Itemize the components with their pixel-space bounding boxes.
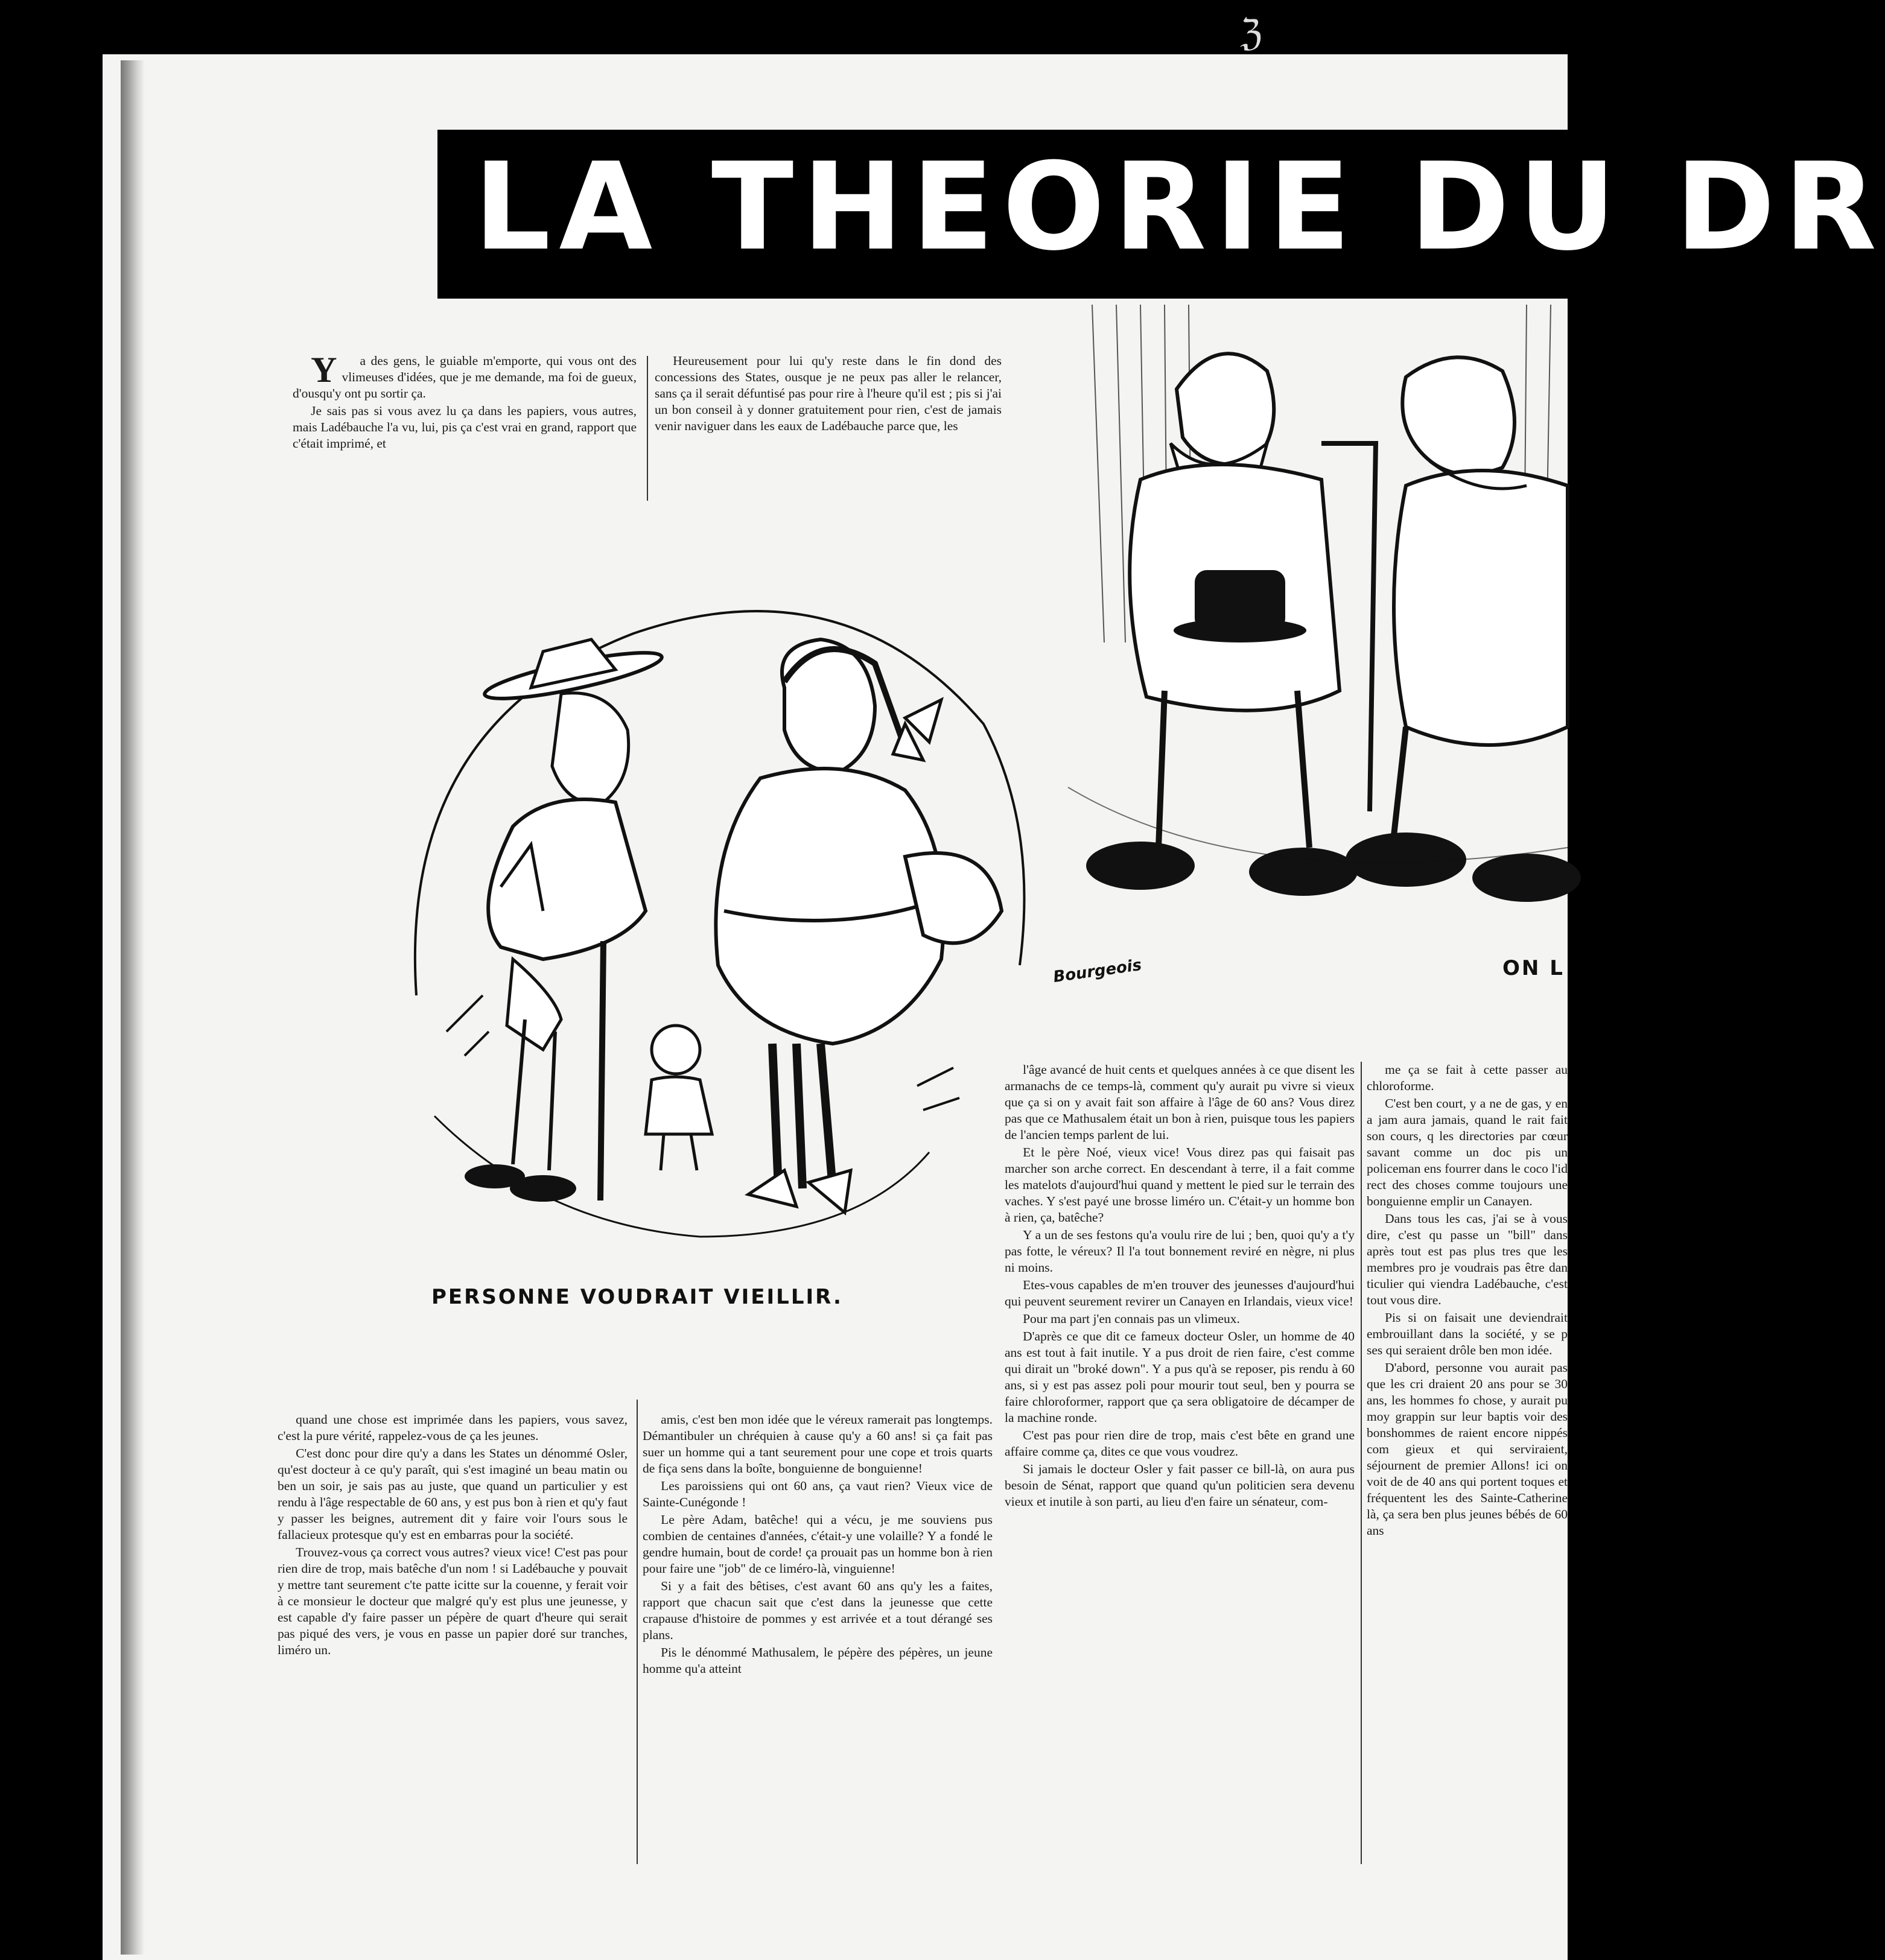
cartoon-two-old-men — [1068, 305, 1568, 944]
body-column-1 — [278, 1412, 628, 1660]
article-paragraph: Etes-vous capables de m'en trouver des jeunesses d'aujourd'hui qui peuvent seurement revirer un Canayen en Irlandais, vieux vice! — [1005, 1278, 1355, 1308]
article-paragraph: Pour ma part j'en connais pas un vlimeux. — [1023, 1311, 1240, 1326]
article-paragraph: Les paroissiens qui ont 60 ans, ça vaut rien? Vieux vice de Sainte-Cunégonde ! — [643, 1479, 993, 1509]
title-banner — [437, 130, 1885, 299]
column-rule — [1361, 1062, 1362, 1864]
article-paragraph: D'abord, personne vou aurait pas que les cri draient 20 ans pour se 30 ans, les hommes fo chose, y aurait pu moy grappin sur leur baptis voir des bonshommes de raient encore nippés com gieux et qui serviraient, séjournent de premier Allons! ici on voit de de 40 ans qui portent toques et fréquentent les des Sainte-Catherine là, ça sera ben plus jeunes bébés de 60 ans — [1367, 1360, 1568, 1538]
page-title: LA THEORIE DU DR — [474, 137, 1885, 278]
article-paragraph: D'après ce que dit ce fameux docteur Osler, un homme de 40 ans est tout à fait inutile. Y a pus droit de rien faire, c'est comme qui dirait un "broké down". Y a pus qu'à se reposer, pis rendu à 60 ans, si y est pas assez poli pour mourir tout seul, ben y pourra se faire chloroformer, rapport que ça sera obligatoire de décamper de la machine ronde. — [1005, 1329, 1355, 1425]
column-rule — [647, 356, 648, 501]
article-paragraph: Je sais pas si vous avez lu ça dans les papiers, vous autres, mais Ladébauche l'a vu, lui, pis ça c'est vrai en grand, rapport que c'était imprimé, et — [293, 404, 637, 451]
article-paragraph: Heureusement pour lui qu'y reste dans le fin dond des concessions des States, ousque je ne peux pas aller le relancer, sans ça il serait défuntisé pas pour rire à l'heure qu'il est ; pis si j'ai un bon conseil à y donner gratuitement pour rien, c'est de jamais venir naviguer dans les eaux de Ladébauche parce que, les — [655, 354, 1002, 433]
right-cartoon-caption: ON L — [1502, 956, 1565, 980]
column-rule — [637, 1400, 638, 1864]
article-paragraph: C'est ben court, y a ne de gas, y en a jam aura jamais, quand le rait fait son cours, q les directories par cœur savant comme un doc pis un policeman ens fourrer dans le coco l'id rect des choses comme toujours une bonguienne emplir un Canayen. — [1367, 1096, 1568, 1208]
body-column-2 — [643, 1412, 993, 1678]
cartoon-old-couple — [362, 573, 1050, 1285]
corner-ink-mark: ℨ — [1240, 12, 1262, 54]
article-paragraph: Pis si on faisait une deviendrait embrouillant dans la société, y se p ses qui seraient drôle ben mon idée. — [1367, 1310, 1568, 1357]
article-paragraph: quand une chose est imprimée dans les papiers, vous savez, c'est la pure vérité, rappelez-vous de ça les jeunes. — [278, 1412, 628, 1443]
artist-signature: Bourgeois — [1052, 956, 1143, 987]
left-cartoon-caption: PERSONNE VOUDRAIT VIEILLIR. — [431, 1285, 843, 1309]
article-paragraph: Y a un de ses festons qu'a voulu rire de lui ; ben, quoi qu'y a t'y pas fotte, le véreux? Il l'a tout bonnement reviré en nègre, ni plus ni moins. — [1005, 1228, 1355, 1275]
article-paragraph: Ya des gens, le guiable m'emporte, qui vous ont des vlimeuses d'idées, que je me demande, ma foi de gueux, d'ousqu'y ont pu sortir ça. — [293, 350, 637, 401]
article-paragraph: Le père Adam, batêche! qui a vécu, je me souviens pus combien de centaines d'années, c'était-y une volaille? Y a fondé le gendre humain, bout de corde! ça prouait pas un homme bon à rien pour faire une "job" de ce liméro-là, vinguienne! — [643, 1512, 993, 1576]
article-paragraph: Et le père Noé, vieux vice! Vous direz pas qui faisait pas marcher son arche correct. En descendant à terre, il a fait comme les matelots d'aujourd'hui quand y mettent le pied sur le terrain des vaches. Y s'est payé une brosse liméro un. C'était-y un homme bon à rien, ça, batêche? — [1005, 1145, 1355, 1225]
body-column-3 — [1005, 1062, 1355, 1511]
intro-column-1 — [293, 350, 637, 453]
article-paragraph: me ça se fait à cette passer au chloroforme. — [1367, 1062, 1568, 1093]
article-paragraph: Si jamais le docteur Osler y fait passer ce bill-là, on aura pus besoin de Sénat, rapport que quand qu'un politicien sera devenu vieux et inutile à son parti, au lieu d'en faire un sénateur, com- — [1005, 1462, 1355, 1509]
article-paragraph: Pis le dénommé Mathusalem, le pépère des pépères, un jeune homme qu'a atteint — [643, 1645, 993, 1676]
article-paragraph: Si y a fait des bêtises, c'est avant 60 ans qu'y les a faites, rapport que chacun sait que c'est dans la jeunesse que cette crapause d'histoire de pommes y est arrivée et a tout dérangé ses plans. — [643, 1579, 993, 1642]
article-paragraph: amis, c'est ben mon idée que le véreux ramerait pas longtemps. Démantibuler un chréquien à cause qu'y a 60 ans! si ça fait pas suer un homme qui a tant seurement pour une cope et trois quarts de fiça sens dans la boîte, bonguienne de bonguienne! — [643, 1412, 993, 1476]
intro-column-2 — [655, 353, 1002, 436]
article-paragraph: Dans tous les cas, j'ai se à vous dire, c'est qu passe un "bill" dans après tout est pas plus tres que les membres pro je voudrais pas être dan ticulier qui viendra Ladébauche, c'est tout vous dire. — [1367, 1211, 1568, 1307]
article-paragraph: C'est donc pour dire qu'y a dans les States un dénommé Osler, qu'est docteur à ce qu'y paraît, qui s'est imaginé un beau matin ou ben un soir, je sais pas au juste, que quand un particulier y est rendu à l'âge respectable de 60 ans, y est pus bon à rien et qu'y faut y passer les beignes, autrement dit y faire voir l'ours sous le fallacieux protesque qu'y est en embarras pour la société. — [278, 1446, 628, 1542]
article-paragraph: Trouvez-vous ça correct vous autres? vieux vice! C'est pas pour rien dire de trop, mais batêche d'un nom ! si Ladébauche y pouvait y mettre tant seurement c'te patte icitte sur la couenne, y ferait voir à ce monsieur le docteur que malgré qu'y est plus une jeunesse, y est capable d'y faire passer un pépère de quart d'heure qui serait pas piqué des vers, je vous en passe un papier doré sur tranches, liméro un. — [278, 1545, 628, 1657]
article-paragraph: l'âge avancé de huit cents et quelques années à ce que disent les armanachs de ce temps-là, comment qu'y aurait pu vivre si vieux que ça si on y avait fait son affaire à l'âge de 60 ans? Vous direz pas que ce Mathusalem était un bon à rien, puisque tous les papiers de l'ancien temps parlent de lui. — [1005, 1062, 1355, 1142]
article-paragraph: C'est pas pour rien dire de trop, mais c'est bête en grand une affaire comme ça, dites ce que vous voudrez. — [1005, 1428, 1355, 1459]
body-column-4 — [1367, 1062, 1568, 1864]
scan-binding-edge — [121, 60, 145, 1955]
